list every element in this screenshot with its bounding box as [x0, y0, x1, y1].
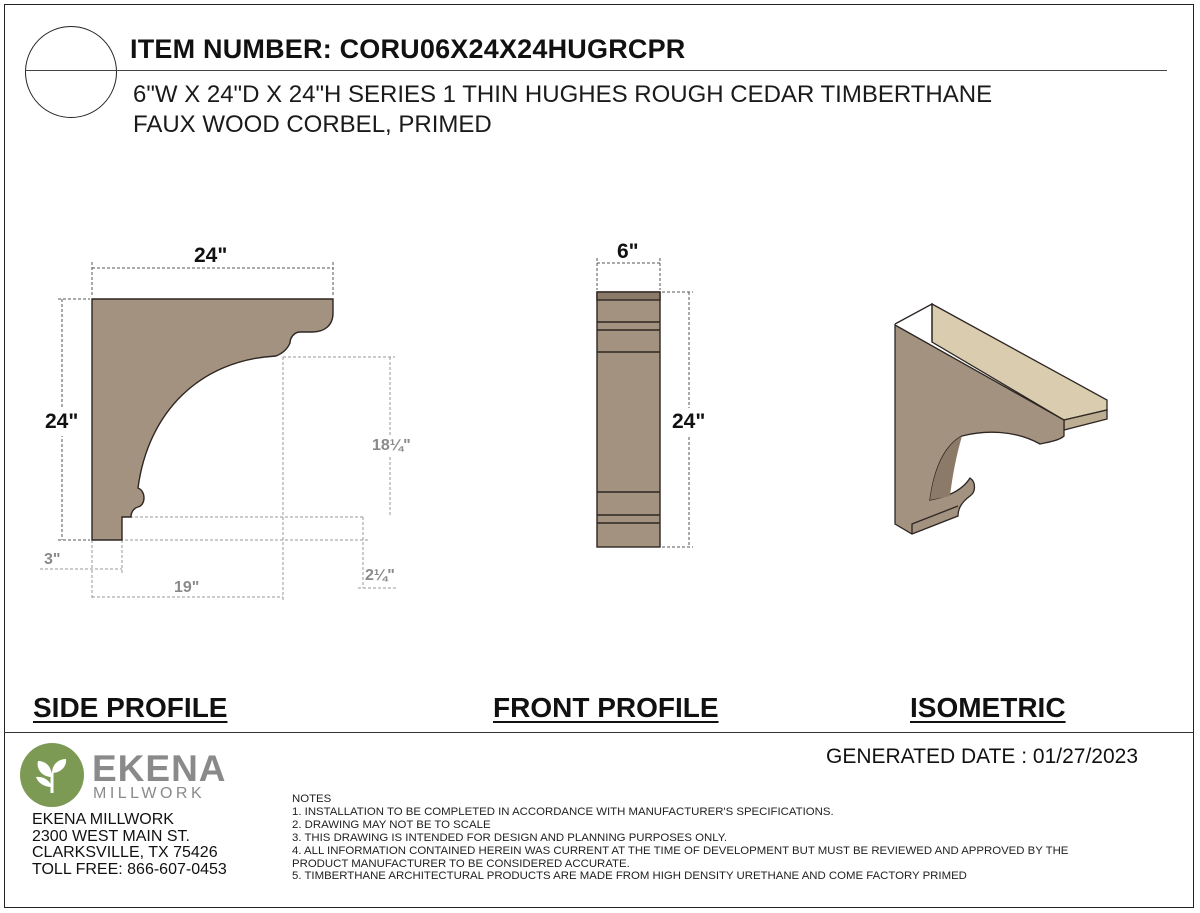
- address-line: EKENA MILLWORK: [32, 811, 174, 828]
- leaf-logo-icon: [20, 743, 84, 807]
- isometric-shape: [895, 304, 1107, 534]
- address-line: CLARKSVILLE, TX 75426: [32, 844, 218, 861]
- note-line: 2. DRAWING MAY NOT BE TO SCALE: [292, 818, 491, 831]
- dim-arch-width: 19": [174, 579, 200, 596]
- address-line: TOLL FREE: 866-607-0453: [32, 860, 227, 878]
- notes-title: NOTES: [292, 793, 332, 805]
- note-line: PRODUCT MANUFACTURER TO BE CONSIDERED ACCURATE.: [292, 857, 630, 870]
- side-profile-shape: [92, 299, 333, 540]
- front-profile-label: FRONT PROFILE: [493, 692, 719, 723]
- note-line: 5. TIMBERTHANE ARCHITECTURAL PRODUCTS ARE MADE FROM HIGH DENSITY URETHANE AND COME FACTORY PRIMED: [292, 870, 967, 883]
- dim-toe-height: 2¼": [365, 567, 395, 584]
- note-line: 3. THIS DRAWING IS INTENDED FOR DESIGN AND PLANNING PURPOSES ONLY.: [292, 831, 728, 844]
- side-profile-label: SIDE PROFILE: [33, 692, 228, 723]
- front-profile-shape: [597, 292, 660, 547]
- item-number: ITEM NUMBER: CORU06X24X24HUGRCPR: [130, 34, 686, 64]
- dim-toe-width: 3": [44, 551, 61, 568]
- company-address: [32, 812, 227, 878]
- generated-date: GENERATED DATE : 01/27/2023: [826, 745, 1139, 768]
- notes-block: [292, 793, 1068, 883]
- description-line-2: FAUX WOOD CORBEL, PRIMED: [133, 111, 492, 138]
- dim-front-width: 6": [617, 240, 639, 263]
- brand-subtitle: MILLWORK: [93, 785, 206, 802]
- note-line: 4. ALL INFORMATION CONTAINED HEREIN WAS CURRENT AT THE TIME OF DEVELOPMENT BUT MUST BE REVIEWED AND APPROVED BY THE: [292, 844, 1069, 857]
- note-line: 1. INSTALLATION TO BE COMPLETED IN ACCORDANCE WITH MANUFACTURER'S SPECIFICATIONS.: [292, 805, 834, 818]
- footer-rule: [4, 732, 1194, 733]
- address-line: 2300 WEST MAIN ST.: [32, 827, 190, 845]
- brand-name: EKENA: [92, 748, 227, 789]
- isometric-label: ISOMETRIC: [910, 692, 1066, 723]
- dim-front-height: 24": [672, 408, 705, 436]
- description-line-1: 6"W X 24"D X 24"H SERIES 1 THIN HUGHES ROUGH CEDAR TIMBERTHANE: [133, 81, 993, 108]
- dim-side-width: 24": [194, 244, 228, 267]
- dim-side-height: 24": [45, 408, 78, 436]
- dim-arch-height: 18¼": [372, 437, 411, 454]
